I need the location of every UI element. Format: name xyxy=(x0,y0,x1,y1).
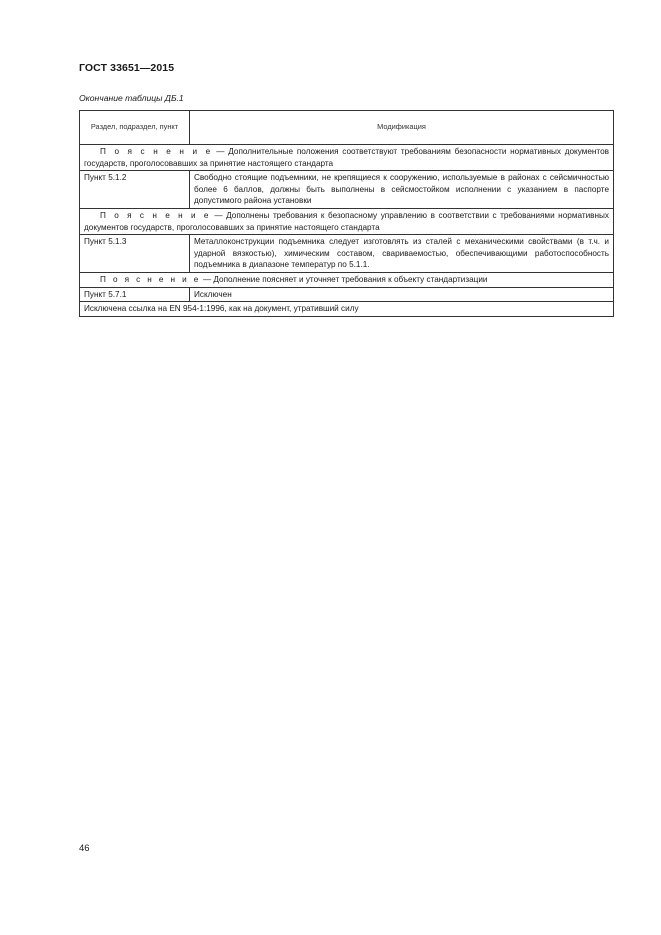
note-text: — Дополнение поясняет и уточняет требования к объекту стандартизации xyxy=(200,274,488,284)
section-cell: Пункт 5.1.2 xyxy=(80,171,190,209)
document-header: ГОСТ 33651—2015 xyxy=(79,62,175,74)
page-number: 46 xyxy=(79,843,90,854)
note-label: П о я с н е н и е xyxy=(100,274,201,284)
table-row xyxy=(80,171,614,209)
table-row-full xyxy=(80,302,614,317)
modification-cell: Свободно стоящие подъемники, не крепящиеся к сооружению, используемые в районах с сейсмичностью более 6 баллов, должны быть выполнены в сейсмостойком исполнении с указанием в паспорте допустимого района установки xyxy=(190,171,614,209)
table-row-note xyxy=(80,145,614,171)
note-cell xyxy=(80,145,614,171)
note-text: — Дополнены требования к безопасному управлению в соответствии с требованиями нормативных документов государств, проголосовавших за принятие настоящего стандарта xyxy=(84,210,609,232)
table-row xyxy=(80,287,614,302)
table-header-row xyxy=(80,111,614,145)
modification-cell: Металлоконструкции подъемника следует изготовлять из сталей с механическими свойствами (в т.ч. и ударной вязкостью), химическим составом, свариваемостью, обеспечивающими работоспособность подъемника в диапазоне температур по 5.1.1. xyxy=(190,235,614,273)
table-row xyxy=(80,235,614,273)
note-label: П о я с н е н и е xyxy=(100,147,213,156)
column-header-modification: Модификация xyxy=(190,111,614,145)
modification-table xyxy=(79,110,614,317)
note-cell xyxy=(80,272,614,287)
column-header-section: Раздел, подраздел, пункт xyxy=(80,111,190,145)
section-cell: Пункт 5.1.3 xyxy=(80,235,190,273)
note-text: — Дополнительные положения соответствуют требованиям безопасности нормативных документов государств, проголосовавших за принятие настоящего стандарта xyxy=(84,147,609,168)
section-cell: Пункт 5.7.1 xyxy=(80,287,190,302)
full-width-cell: Исключена ссылка на EN 954-1:1996, как на документ, утративший силу xyxy=(80,302,614,317)
note-cell xyxy=(80,208,614,234)
note-label: П о я с н е н и е xyxy=(100,210,211,220)
modification-cell: Исключен xyxy=(190,287,614,302)
table-row-note xyxy=(80,208,614,234)
table-caption: Окончание таблицы ДБ.1 xyxy=(79,93,184,103)
table-row-note xyxy=(80,272,614,287)
